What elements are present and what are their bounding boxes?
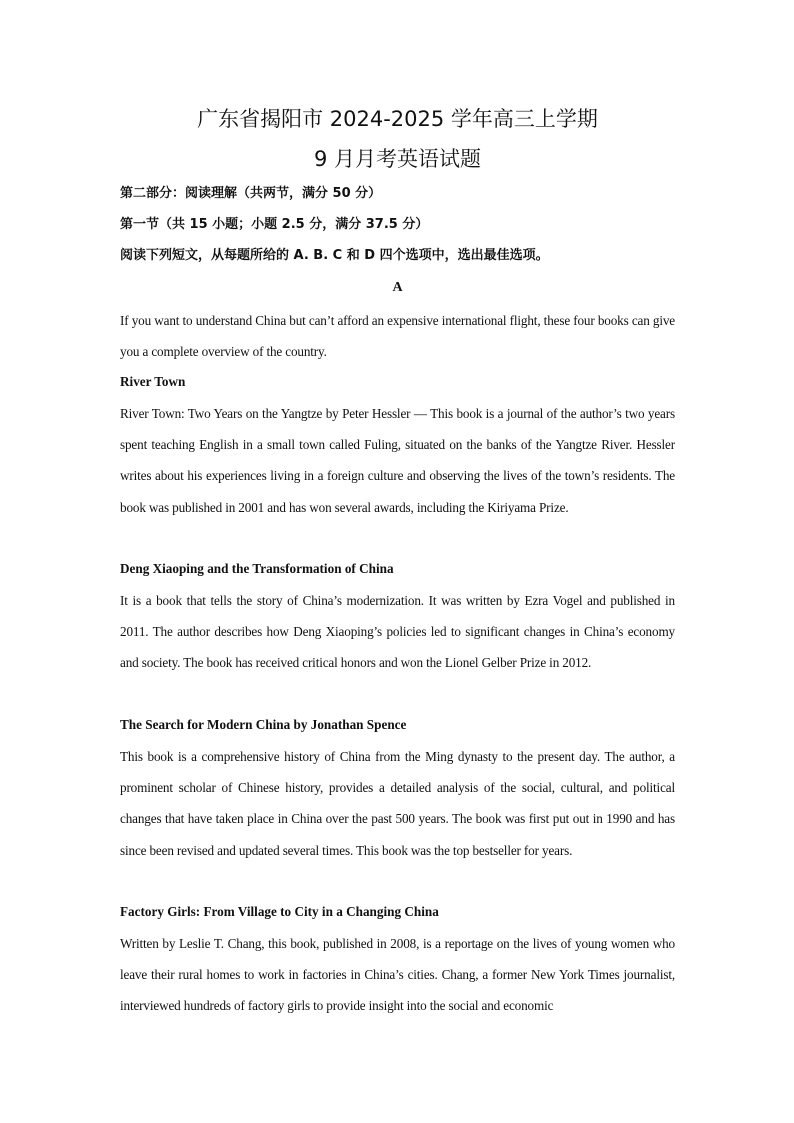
passage-letter: A xyxy=(392,280,403,295)
book-description: It is a book that tells the story of China’s modernization. It was written by Ezra Vogel and published in 2011. The author describes how Deng Xiaoping’s policies led to significant changes in China’s economy and society. The book has received critical honors and won the Lionel Gelber Prize in 2012. xyxy=(120,593,675,671)
exam-subtitle: 9 月月考英语试题 xyxy=(313,147,482,171)
exam-title: 广东省揭阳市 2024-2025 学年高三上学期 xyxy=(197,107,598,131)
book-description: River Town: Two Years on the Yangtze by Peter Hessler — This book is a journal of the author’s two years spent teaching English in a small town called Fuling, situated on the banks of the Yangtze River. Hessler writes about his experiences living in a foreign culture and observing the lives of the town’s residents. The book was published in 2001 and has won several awards, including the Kiriyama Prize. xyxy=(120,406,675,515)
book-heading: Factory Girls: From Village to City in a Changing China xyxy=(120,904,439,919)
book-heading: Deng Xiaoping and the Transformation of China xyxy=(120,561,394,576)
book-heading: River Town xyxy=(120,374,186,389)
book-heading: The Search for Modern China by Jonathan Spence xyxy=(120,717,407,732)
passage-intro: If you want to understand China but can’t afford an expensive international flight, these four books can give you a complete overview of the country. xyxy=(120,313,675,360)
book-description: Written by Leslie T. Chang, this book, published in 2008, is a reportage on the lives of young women who leave their rural homes to work in factories in China’s cities. Chang, a former New York Times journalist, interviewed hundreds of factory girls to provide insight into the social and economic xyxy=(120,936,675,1014)
directions: 阅读下列短文，从每题所给的 A. B. C 和 D 四个选项中，选出最佳选项。 xyxy=(120,248,549,263)
section-heading: 第一节（共 15 小题；小题 2.5 分，满分 37.5 分） xyxy=(120,217,429,232)
part-heading: 第二部分：阅读理解（共两节，满分 50 分） xyxy=(120,186,382,201)
book-description: This book is a comprehensive history of China from the Ming dynasty to the present day. The author, a prominent scholar of Chinese history, provides a detailed analysis of the social, cultural, and political changes that have taken place in China over the past 500 years. The book was first put out in 1990 and has since been revised and updated several times. This book was the top bestseller for years. xyxy=(120,749,675,858)
